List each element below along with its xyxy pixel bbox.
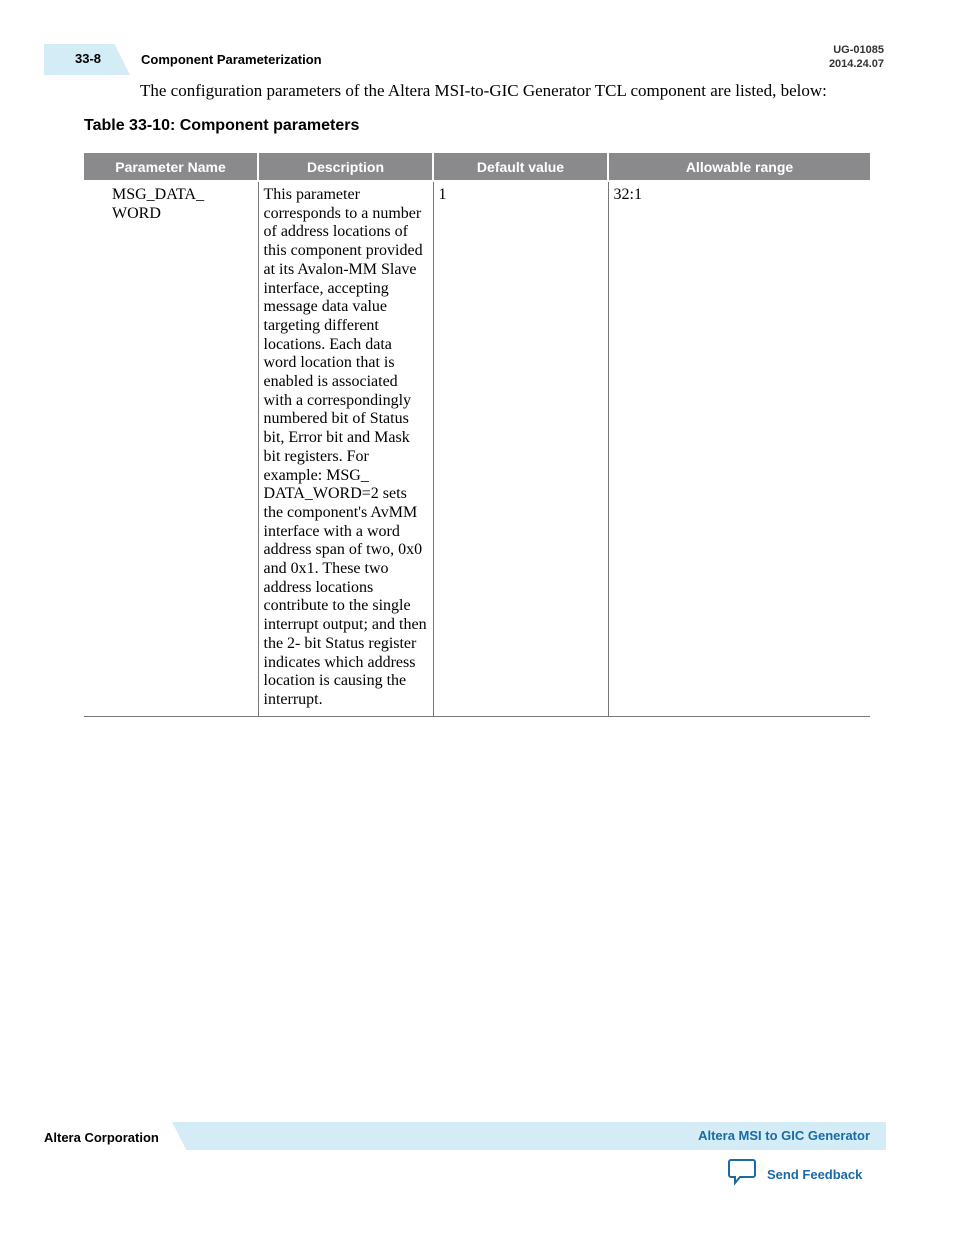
description-cell: This parameter corresponds to a number of address locations of this component provided at its Avalon-MM Slave interface, accepting message data value targeting different locations. Each data word location that is enabled is associated with a correspondingly numbered bit of Status bit, Error bit and Mask bit registers. For example: MSG_ DATA_WORD=2 sets the component's AvMM interface with a word address span of two, 0x0 and 0x1. These two address locations contribute to the single interrupt output; and then the 2- bit Status register indicates which address location is causing the interrupt. — [258, 181, 433, 716]
default-value-cell: 1 — [433, 181, 608, 716]
parameter-name-line: WORD — [112, 204, 161, 222]
column-header-parameter-name: Parameter Name — [84, 153, 258, 181]
section-title: Component Parameterization — [141, 52, 322, 67]
speech-bubble-icon — [727, 1158, 757, 1191]
parameter-name-cell — [84, 181, 258, 716]
footer-doc-title-link[interactable]: Altera MSI to GIC Generator — [698, 1128, 870, 1143]
document-id — [829, 43, 884, 71]
column-header-default-value: Default value — [433, 153, 608, 181]
send-feedback-label: Send Feedback — [767, 1167, 863, 1182]
parameter-name-line: MSG_DATA_ — [112, 186, 205, 203]
parameters-table — [84, 153, 870, 717]
table-row — [84, 181, 870, 716]
document-number: UG-01085 — [833, 44, 884, 56]
send-feedback-link[interactable] — [727, 1158, 862, 1191]
document-date: 2014.24.07 — [828, 58, 884, 70]
table-header-row — [84, 153, 870, 181]
column-header-allowable-range: Allowable range — [608, 153, 870, 181]
allowable-range-cell: 32:1 — [608, 181, 870, 716]
page-number: 33-8 — [75, 51, 102, 66]
footer-company: Altera Corporation — [44, 1130, 159, 1145]
column-header-description: Description — [258, 153, 433, 181]
table-caption: Table 33-10: Component parameters — [84, 117, 360, 134]
intro-paragraph: The configuration parameters of the Altera MSI-to-GIC Generator TCL component are listed, below: — [140, 81, 827, 100]
